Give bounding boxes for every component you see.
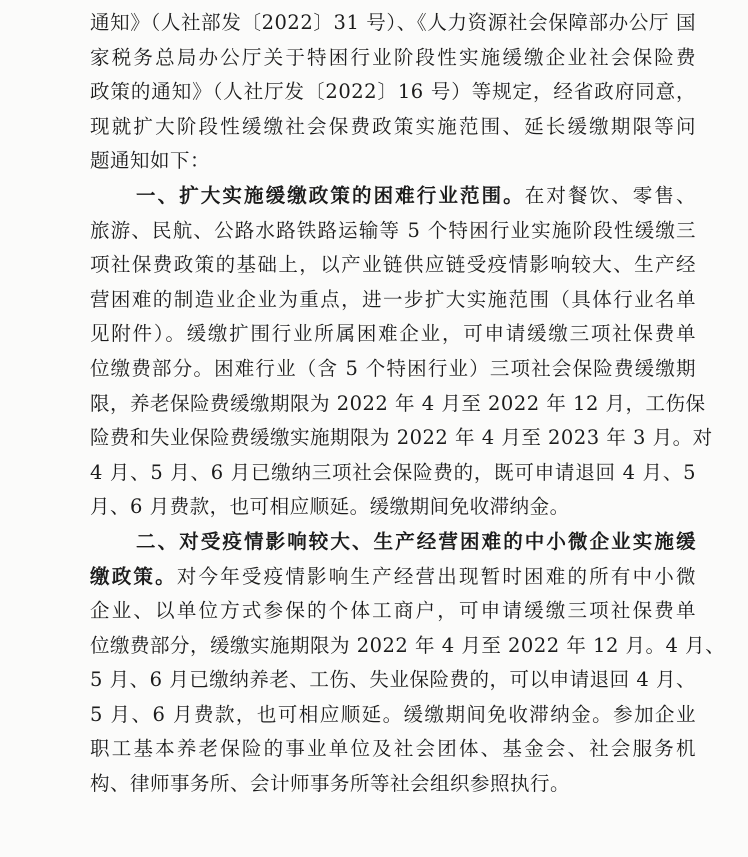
text-line: 旅游、民航、公路水路铁路运输等 5 个特困行业实施阶段性缓缴三 (90, 218, 696, 242)
text-line: 题通知如下： (90, 149, 211, 173)
text-line (90, 560, 696, 595)
text-line: 家税务总局办公厅关于特困行业阶段性实施缓缴企业社会保险费 (90, 45, 696, 69)
text-line (90, 525, 696, 560)
text-line: 企业、以单位方式参保的个体工商户，可申请缓缴三项社保费单 (90, 599, 696, 623)
text-line: 4 月、5 月、6 月已缴纳三项社会保险费的，既可申请退回 4 月、5 (90, 460, 696, 484)
text-line: 险费和失业保险费缓缴实施期限为 2022 年 4 月至 2023 年 3 月。对 (90, 426, 713, 450)
text-line: 通知》（人社部发〔2022〕31 号）、《人力资源社会保障部办公厅 国 (90, 11, 696, 34)
text-line: 月、6 月费款，也可相应顺延。缓缴期间免收滞纳金。 (90, 495, 570, 519)
text-run: 在对餐饮、零售、 (524, 183, 696, 207)
text-line: 见附件）。缓缴扩围行业所属困难企业，可申请缓缴三项社保费单 (90, 322, 696, 346)
section-heading: 二、对受疫情影响较大、生产经营困难的中小微企业实施缓 (136, 529, 696, 553)
text-line: 现就扩大阶段性缓缴社会保费政策实施范围、延长缓缴期限等问 (90, 114, 696, 138)
section-heading: 一、扩大实施缓缴政策的困难行业范围。 (136, 183, 525, 207)
text-line: 构、律师事务所、会计师事务所等社会组织参照执行。 (90, 772, 571, 796)
paragraph-section-2 (90, 525, 726, 802)
section-heading-continued: 缴政策。 (90, 564, 177, 588)
text-line: 政策的通知》（人社厅发〔2022〕16 号）等规定，经省政府同意， (90, 80, 696, 104)
text-line: 限，养老保险费缓缴期限为 2022 年 4 月至 2022 年 12 月，工伤保 (90, 391, 706, 415)
text-line: 位缴费部分，缓缴实施期限为 2022 年 4 月至 2022 年 12 月。4 月、 (90, 633, 726, 657)
paragraph-section-1 (90, 179, 713, 525)
text-line: 5 月、6 月费款，也可相应顺延。缓缴期间免收滞纳金。参加企业 (90, 702, 696, 726)
text-run: 对今年受疫情影响生产经营出现暂时困难的所有中小微 (176, 564, 696, 588)
text-line: 位缴费部分。困难行业（含 5 个特困行业）三项社会保险费缓缴期 (90, 356, 696, 380)
text-line: 职工基本养老保险的事业单位及社会团体、基金会、社会服务机 (90, 737, 696, 761)
text-line (90, 179, 696, 214)
text-line: 营困难的制造业企业为重点，进一步扩大实施范围（具体行业名单 (90, 287, 696, 311)
text-line: 5 月、6 月已缴纳养老、工伤、失业保险费的，可以申请退回 4 月、 (90, 668, 696, 692)
paragraph-preamble (90, 6, 696, 179)
text-line: 项社保费政策的基础上，以产业链供应链受疫情影响较大、生产经 (90, 253, 696, 277)
